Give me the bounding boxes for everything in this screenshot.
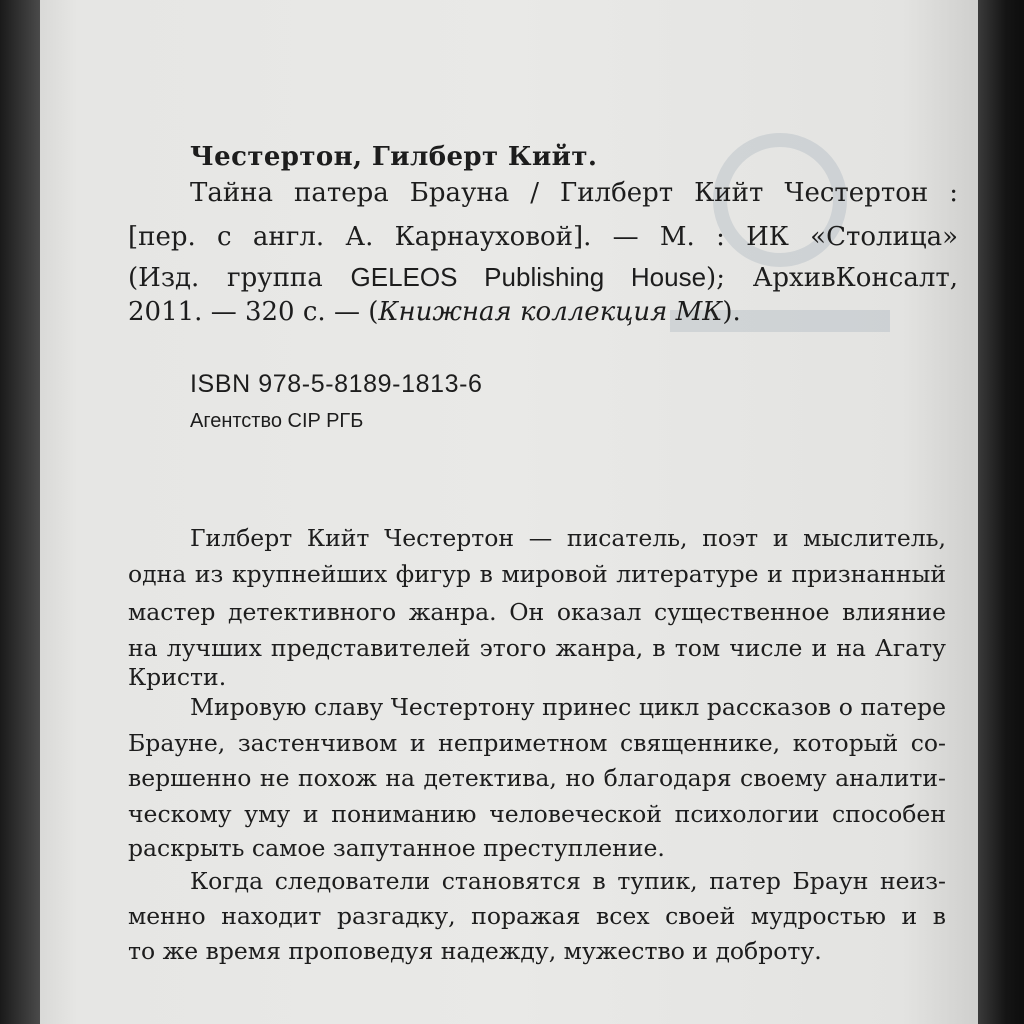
bib-publisher-line — [128, 262, 958, 293]
bib-publisher-pre: (Изд. группа — [128, 263, 351, 293]
cip-agency: Агентство CIP РГБ — [190, 410, 364, 432]
annotation-line: одна из крупнейших фигур в мировой литературе и признанный — [128, 560, 946, 588]
annotation-line: Гилберт Кийт Честертон — писатель, поэт и мыслитель, — [190, 524, 946, 552]
page-shadow-left — [0, 0, 40, 1024]
catalog-card — [40, 0, 978, 1024]
book-page — [40, 0, 978, 1024]
bib-publisher-brand: GELEOS Publishing House — [350, 262, 707, 292]
annotation-line: то же время проповедуя надежду, мужество и доброту. — [128, 937, 822, 965]
annotation-line: Брауне, застенчивом и неприметном священнике, который со- — [128, 729, 946, 757]
annotation-line: на лучших представителей этого жанра, в том числе и на Агату — [128, 634, 946, 662]
annotation-line: ческому уму и пониманию человеческой психологии способен — [128, 800, 946, 828]
bib-title-line: Тайна патера Брауна / Гилберт Кийт Честертон : — [190, 178, 958, 208]
bib-translator-line: [пер. с англ. А. Карнауховой]. — М. : ИК «Столица» — [128, 222, 958, 252]
bib-year-line — [128, 297, 958, 327]
annotation-line: менно находит разгадку, поражая всех своей мудростью и в — [128, 902, 946, 930]
annotation-line: Мировую славу Честертону принес цикл рассказов о патере — [190, 693, 946, 721]
bib-year-pre: 2011. — 320 с. — ( — [128, 297, 379, 327]
annotation-line: раскрыть самое запутанное преступление. — [128, 834, 665, 862]
page-shadow-right — [978, 0, 1024, 1024]
annotation-line: Когда следователи становятся в тупик, патер Браун неиз- — [190, 867, 946, 895]
author-heading: Честертон, Гилберт Кийт. — [190, 142, 598, 172]
isbn: ISBN 978-5-8189-1813-6 — [190, 370, 483, 398]
bib-year-post: ). — [722, 297, 741, 327]
annotation-line: вершенно не похож на детектива, но благодаря своему аналити- — [128, 764, 946, 792]
bib-publisher-post: ); АрхивКонсалт, — [706, 263, 959, 293]
annotation-line: Кристи. — [128, 663, 227, 691]
annotation-line: мастер детективного жанра. Он оказал существенное влияние — [128, 598, 946, 626]
bib-series: Книжная коллекция МК — [378, 297, 723, 327]
